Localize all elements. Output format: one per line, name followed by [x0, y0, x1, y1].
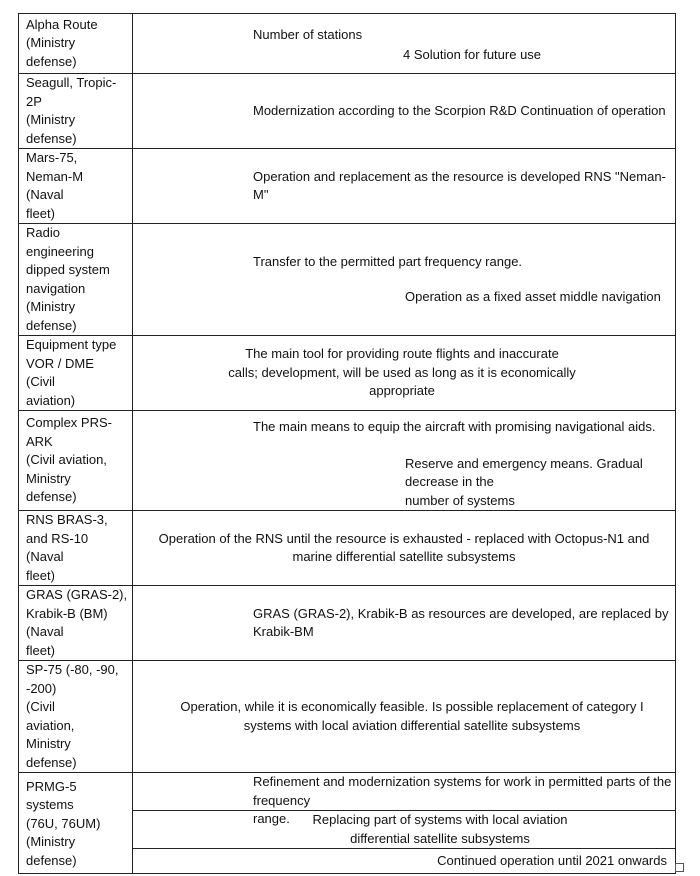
- system-name-line: (Naval: [26, 549, 64, 564]
- plan-text: Refinement and modernization systems for work in permitted parts of the frequency: [253, 774, 672, 808]
- system-name-line: (76U, 76UM): [26, 815, 101, 831]
- table-row: [19, 586, 676, 661]
- system-name-line: defense): [26, 754, 77, 770]
- plan-text: Transfer to the permitted part frequency range.: [253, 254, 523, 269]
- table-row: [19, 511, 676, 586]
- table-row: [19, 224, 676, 336]
- system-plan-cell: [133, 14, 676, 74]
- plan-text: Replacing part of systems with local aviation: [312, 812, 568, 827]
- system-plan-cell: [133, 74, 676, 149]
- system-name-line: (Naval: [26, 187, 64, 202]
- table-row: [19, 149, 676, 224]
- system-name-line: Ministry: [26, 736, 71, 751]
- system-name-cell: [19, 411, 133, 511]
- system-name-line: ARK: [26, 433, 53, 449]
- system-name-line: (Civil aviation,: [26, 452, 107, 468]
- plan-text: Reserve and emergency means. Gradual decrease in the: [405, 455, 643, 489]
- system-name-line: (Naval: [26, 624, 64, 639]
- plan-text: The main tool for providing route flights and inaccurate: [245, 346, 559, 362]
- system-name-line: aviation): [26, 392, 76, 408]
- sub-row: [133, 811, 675, 849]
- system-name-line: defense): [26, 130, 77, 146]
- system-name-line: defense): [26, 53, 77, 69]
- navigation-systems-table: [18, 13, 676, 874]
- table-row: [19, 14, 676, 74]
- system-name-line: Ministry: [26, 470, 71, 486]
- system-name-line: PRMG-5: [26, 778, 77, 794]
- system-name-cell: [19, 149, 133, 224]
- system-name-line: 2P: [26, 93, 42, 109]
- plan-text: Continued operation until 2021 onwards: [437, 853, 667, 868]
- system-name-line: dipped system: [26, 262, 110, 277]
- table-row: [19, 74, 676, 149]
- system-name-cell: [19, 586, 133, 661]
- plan-text: Operation of the RNS until the resource is exhausted - replaced with Octopus-N1 and: [158, 530, 650, 546]
- system-name-line: (Ministry: [26, 112, 76, 127]
- system-name-line: and RS-10: [26, 530, 89, 546]
- system-name-line: engineering: [26, 243, 94, 259]
- system-name-cell: [19, 661, 133, 773]
- system-plan-cell: [133, 149, 676, 224]
- system-plan-cell: [133, 586, 676, 661]
- plan-text: 4 Solution for future use: [403, 46, 542, 62]
- system-plan-cell: [133, 511, 676, 586]
- system-name-cell: [19, 511, 133, 586]
- plan-text: marine differential satellite subsystems: [292, 549, 516, 564]
- plan-text: Number of stations: [253, 27, 363, 42]
- system-name-line: Equipment type: [26, 337, 117, 352]
- system-plan-cell: [133, 336, 676, 411]
- system-plan-cell: [133, 411, 676, 511]
- sub-row: [133, 849, 675, 873]
- system-name-line: -200): [26, 680, 57, 696]
- system-plan-cell: [133, 224, 676, 336]
- plan-text: Operation as a fixed asset middle navigation: [405, 288, 661, 304]
- plan-text: differential satellite subsystems: [350, 830, 530, 846]
- system-name-cell: [19, 773, 133, 874]
- system-name-line: Seagull, Tropic-: [26, 75, 117, 90]
- system-plan-cell: [133, 661, 676, 773]
- system-name-line: navigation: [26, 280, 86, 296]
- system-name-line: fleet): [26, 642, 55, 658]
- system-name-cell: [19, 224, 133, 336]
- system-name-line: VOR / DME: [26, 355, 94, 371]
- system-name-line: Complex PRS-: [26, 415, 112, 431]
- system-name-line: (Ministry: [26, 35, 76, 51]
- system-name-line: Neman-M: [26, 168, 84, 184]
- system-name-line: fleet): [26, 567, 55, 583]
- table-row: [19, 411, 676, 511]
- system-name-line: RNS BRAS-3,: [26, 512, 108, 527]
- system-name-line: Alpha Route: [26, 16, 98, 32]
- system-name-line: defense): [26, 489, 77, 505]
- system-name-cell: [19, 14, 133, 74]
- plan-text: Modernization according to the Scorpion R&D Continuation of operation: [253, 102, 666, 118]
- system-name-line: (Civil: [26, 699, 55, 714]
- system-name-line: (Ministry: [26, 834, 76, 849]
- plan-text: Operation, while it is economically feasible. Is possible replacement of category I: [180, 699, 644, 714]
- table-row: [19, 661, 676, 773]
- plan-text: GRAS (GRAS-2), Krabik-B as resources are developed, are replaced by: [253, 605, 669, 621]
- plan-text: The main means to equip the aircraft with promising navigational aids.: [253, 419, 656, 434]
- plan-text: Krabik-BM: [253, 624, 314, 639]
- system-name-line: (Civil: [26, 374, 55, 389]
- plan-text: range.: [253, 811, 290, 826]
- table-resize-handle[interactable]: [675, 863, 684, 872]
- table-row: [19, 773, 676, 874]
- plan-text: Operation and replacement as the resource is developed RNS "Neman-M": [253, 168, 666, 202]
- plan-text: appropriate: [369, 383, 435, 399]
- system-name-cell: [19, 74, 133, 149]
- system-name-line: defense): [26, 852, 77, 868]
- plan-text: calls; development, will be used as long as it is economically: [228, 364, 576, 380]
- system-name-line: Mars-75,: [26, 150, 78, 165]
- system-name-line: aviation,: [26, 717, 75, 733]
- system-name-line: (Ministry: [26, 299, 76, 314]
- system-name-line: SP-75 (-80, -90,: [26, 662, 119, 677]
- system-plan-cell: [133, 773, 676, 874]
- system-name-line: systems: [26, 797, 74, 812]
- table-row: [19, 336, 676, 411]
- plan-text: number of systems: [405, 492, 515, 508]
- system-name-cell: [19, 336, 133, 411]
- system-name-line: Krabik-B (BM): [26, 605, 108, 621]
- system-name-line: GRAS (GRAS-2),: [26, 587, 128, 602]
- system-name-line: fleet): [26, 205, 55, 221]
- system-name-line: defense): [26, 317, 77, 333]
- plan-text: systems with local aviation differential satellite subsystems: [243, 717, 581, 733]
- system-name-line: Radio: [26, 225, 60, 240]
